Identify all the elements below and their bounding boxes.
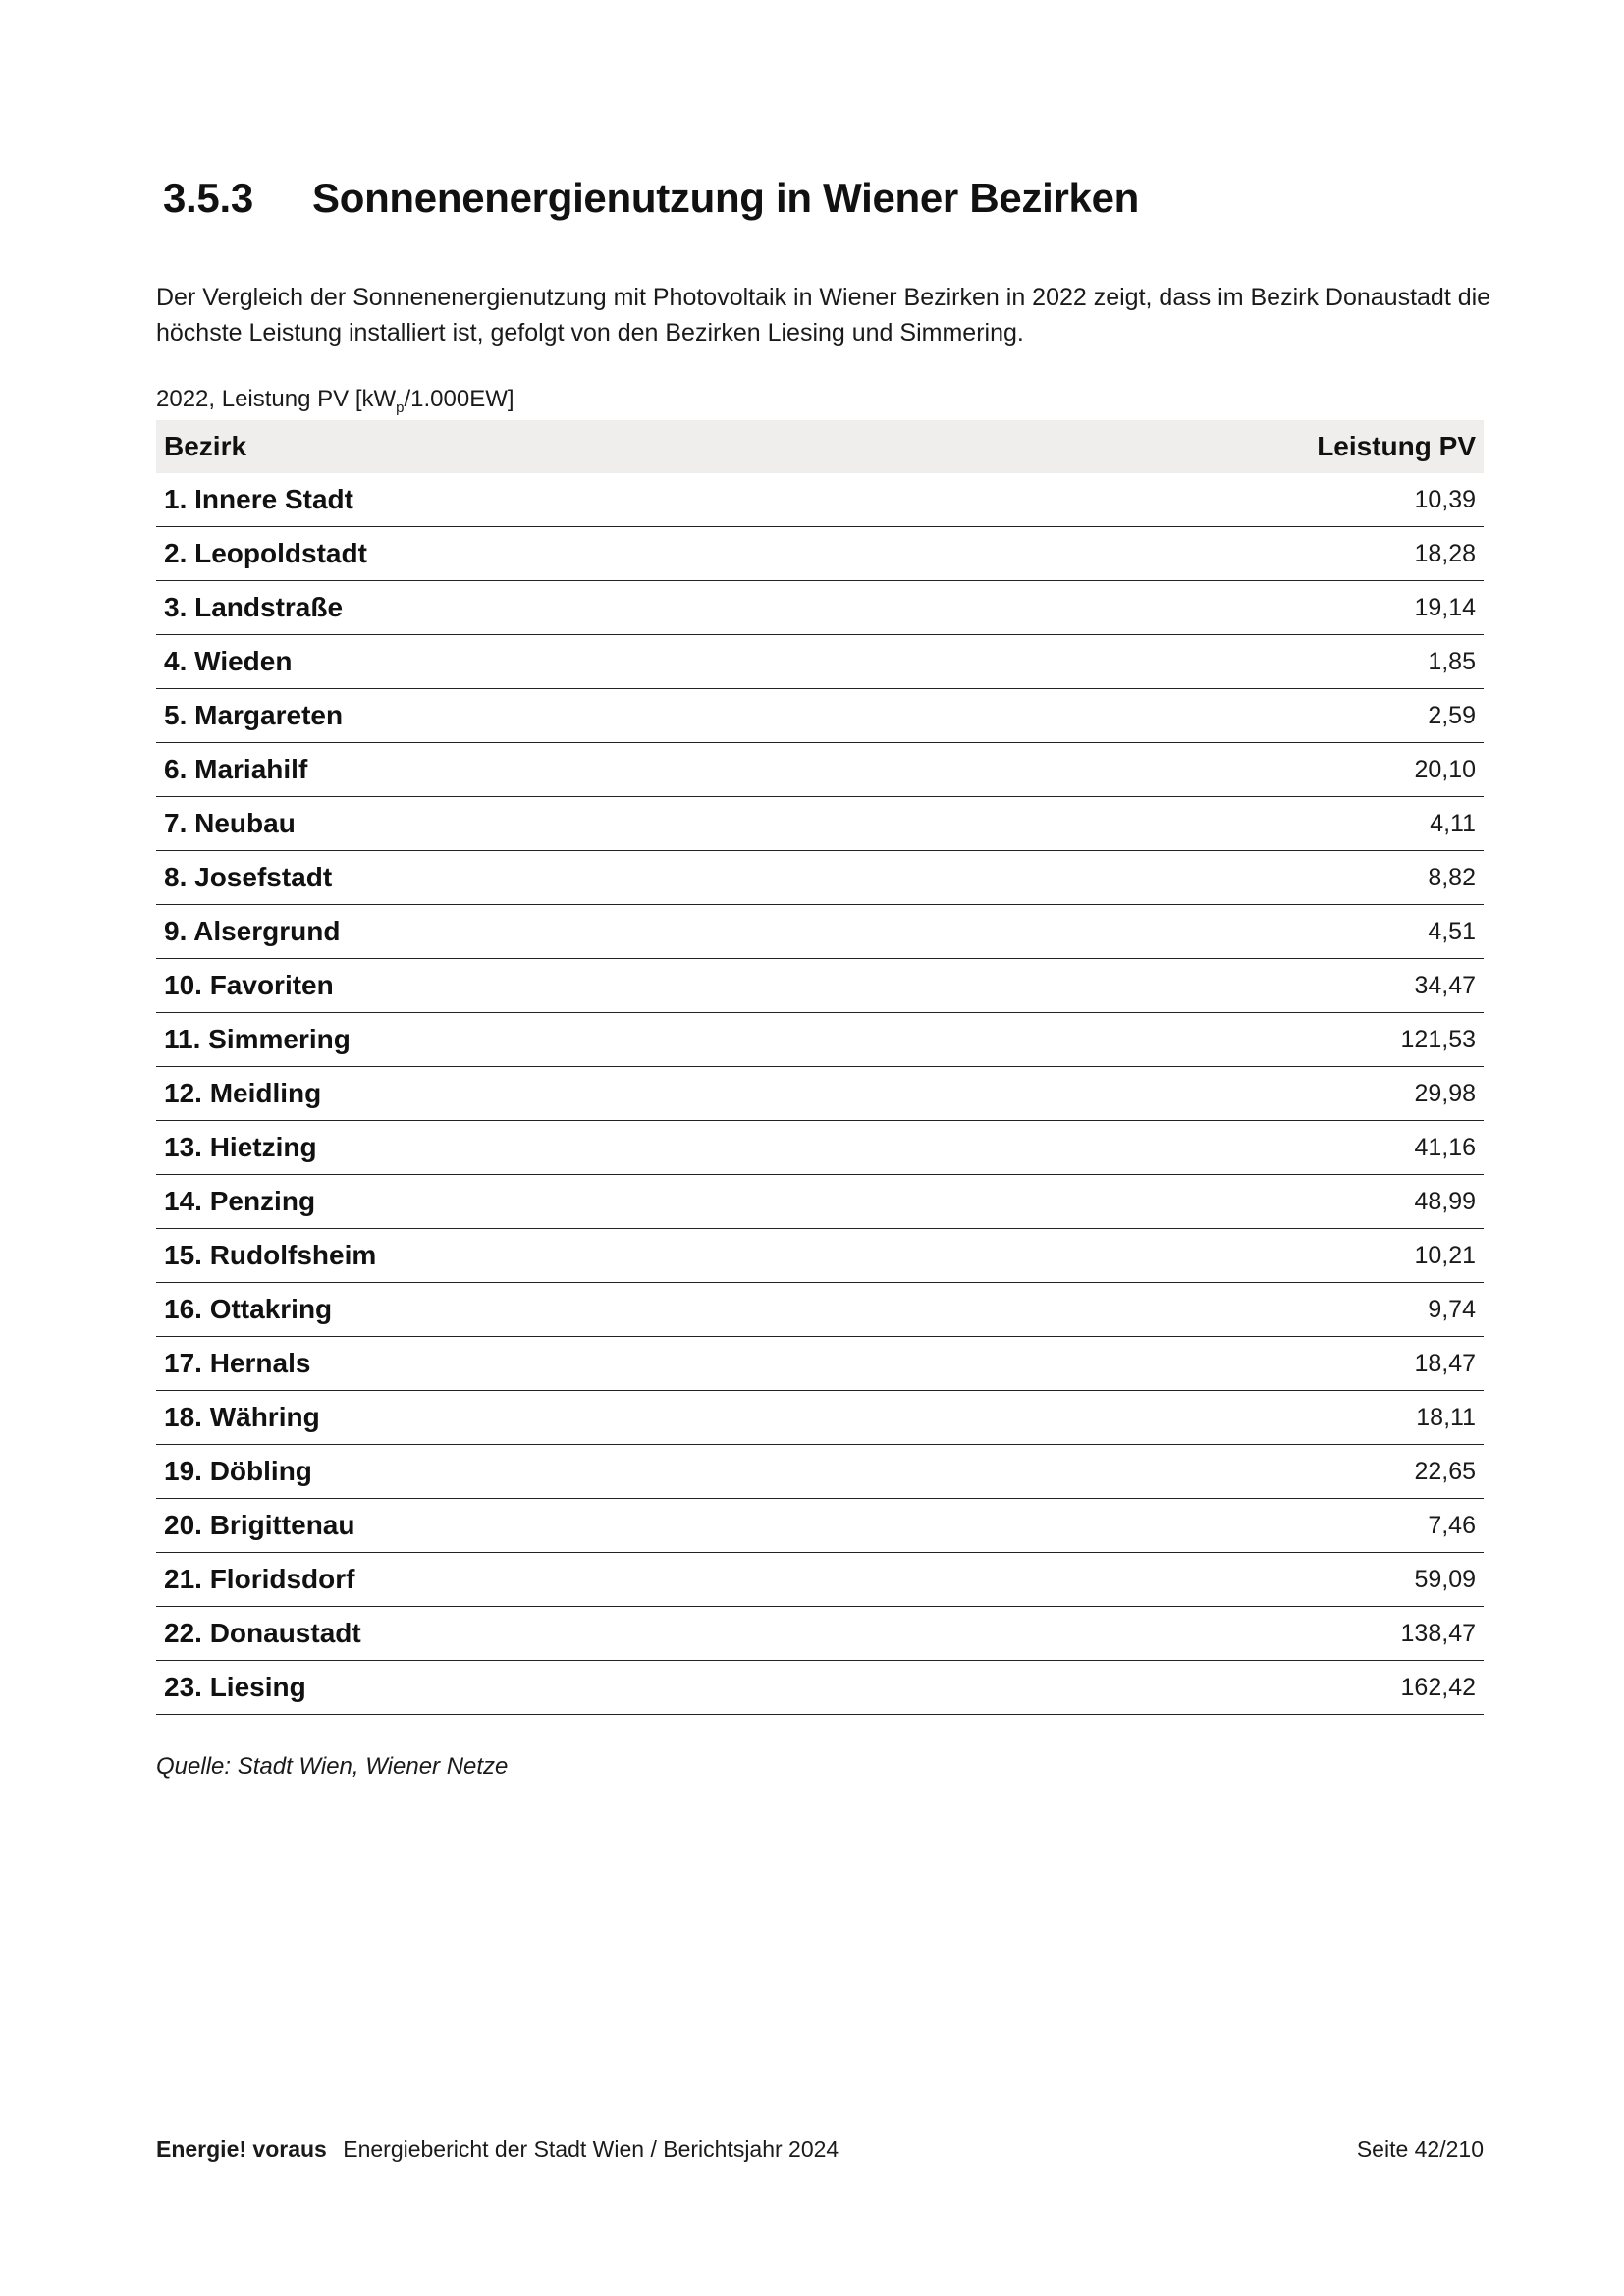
district-name: 2. Leopoldstadt — [164, 538, 367, 568]
table-header — [156, 420, 1484, 473]
table-row — [156, 1121, 1484, 1175]
footer-left — [156, 2136, 839, 2163]
table-row — [156, 743, 1484, 797]
district-name: 16. Ottakring — [164, 1294, 333, 1324]
district-name: 23. Liesing — [164, 1672, 306, 1702]
district-name: 17. Hernals — [164, 1348, 311, 1378]
pv-value: 20,10 — [1414, 755, 1476, 783]
section-heading — [163, 175, 1139, 222]
pv-value: 19,14 — [1414, 593, 1476, 621]
district-name: 6. Mariahilf — [164, 754, 308, 784]
table-row — [156, 1175, 1484, 1229]
table-row — [156, 1553, 1484, 1607]
caption-suffix: /1.000EW] — [404, 386, 514, 412]
pv-value: 162,42 — [1400, 1673, 1476, 1701]
pv-value: 18,28 — [1414, 539, 1476, 567]
district-name: 21. Floridsdorf — [164, 1564, 355, 1594]
table-row — [156, 1499, 1484, 1553]
pv-value: 59,09 — [1414, 1565, 1476, 1593]
table-caption — [156, 386, 514, 416]
footer-report: Energiebericht der Stadt Wien / Berichtsjahr 2024 — [343, 2136, 839, 2162]
pv-value: 22,65 — [1414, 1457, 1476, 1485]
table-row — [156, 1283, 1484, 1337]
pv-value: 29,98 — [1414, 1079, 1476, 1107]
district-name: 19. Döbling — [164, 1456, 312, 1486]
table-row — [156, 797, 1484, 851]
table-row — [156, 1607, 1484, 1661]
pv-value: 8,82 — [1428, 863, 1476, 891]
pv-value: 7,46 — [1428, 1511, 1476, 1539]
footer-page-number: Seite 42/210 — [1356, 2136, 1484, 2162]
table-row — [156, 905, 1484, 959]
pv-value: 41,16 — [1414, 1133, 1476, 1161]
table-row — [156, 1391, 1484, 1445]
table-row — [156, 581, 1484, 635]
intro-paragraph: Der Vergleich der Sonnenenergienutzung mit Photovoltaik in Wiener Bezirken in 2022 zeigt, dass im Bezirk Donaustadt die höchste Leistung installiert ist, gefolgt von den Bezirken Liesing und Simmering. — [156, 284, 1491, 347]
table-row — [156, 851, 1484, 905]
pv-value: 9,74 — [1428, 1295, 1476, 1323]
district-name: 14. Penzing — [164, 1186, 316, 1216]
district-name: 10. Favoriten — [164, 970, 334, 1000]
table-row — [156, 1229, 1484, 1283]
district-name: 20. Brigittenau — [164, 1510, 355, 1540]
district-name: 8. Josefstadt — [164, 862, 333, 892]
pv-value: 2,59 — [1428, 701, 1476, 729]
table-row — [156, 1067, 1484, 1121]
district-name: 13. Hietzing — [164, 1132, 317, 1162]
table-row — [156, 527, 1484, 581]
pv-value: 4,51 — [1428, 917, 1476, 945]
district-name: 9. Alsergrund — [164, 916, 341, 946]
table-row — [156, 1013, 1484, 1067]
district-name: 22. Donaustadt — [164, 1618, 361, 1648]
caption-subscript: p — [396, 399, 405, 416]
pv-value: 4,11 — [1430, 809, 1476, 837]
district-name: 18. Währing — [164, 1402, 320, 1432]
pv-value: 10,39 — [1414, 485, 1476, 513]
district-name: 15. Rudolfsheim — [164, 1240, 377, 1270]
district-name: 3. Landstraße — [164, 592, 344, 622]
pv-value: 18,11 — [1416, 1403, 1476, 1431]
table-row — [156, 473, 1484, 527]
source-note: Quelle: Stadt Wien, Wiener Netze — [156, 1753, 509, 1780]
caption-prefix: 2022, Leistung PV [kW — [156, 386, 397, 412]
page-footer — [156, 2136, 1484, 2163]
district-name: 1. Innere Stadt — [164, 484, 353, 514]
section-title: Sonnenenergienutzung in Wiener Bezirken — [312, 175, 1140, 221]
table-row — [156, 1445, 1484, 1499]
header-leistung: Leistung PV — [1317, 431, 1476, 461]
district-name: 5. Margareten — [164, 700, 344, 730]
pv-value: 121,53 — [1400, 1025, 1476, 1053]
table-row — [156, 1337, 1484, 1391]
pv-table — [156, 420, 1484, 1715]
pv-value: 138,47 — [1400, 1619, 1476, 1647]
pv-value: 1,85 — [1428, 647, 1476, 675]
district-name: 7. Neubau — [164, 808, 296, 838]
district-name: 12. Meidling — [164, 1078, 322, 1108]
pv-value: 10,21 — [1414, 1241, 1476, 1269]
pv-value: 34,47 — [1414, 971, 1476, 999]
table-row — [156, 1661, 1484, 1715]
table-row — [156, 689, 1484, 743]
district-name: 11. Simmering — [164, 1024, 351, 1054]
pv-value: 18,47 — [1414, 1349, 1476, 1377]
table-row — [156, 635, 1484, 689]
header-bezirk: Bezirk — [164, 431, 247, 461]
table-body — [156, 473, 1484, 1715]
section-number: 3.5.3 — [163, 175, 253, 221]
pv-value: 48,99 — [1414, 1187, 1476, 1215]
table-row — [156, 959, 1484, 1013]
footer-brand: Energie! voraus — [156, 2136, 327, 2162]
district-name: 4. Wieden — [164, 646, 293, 676]
